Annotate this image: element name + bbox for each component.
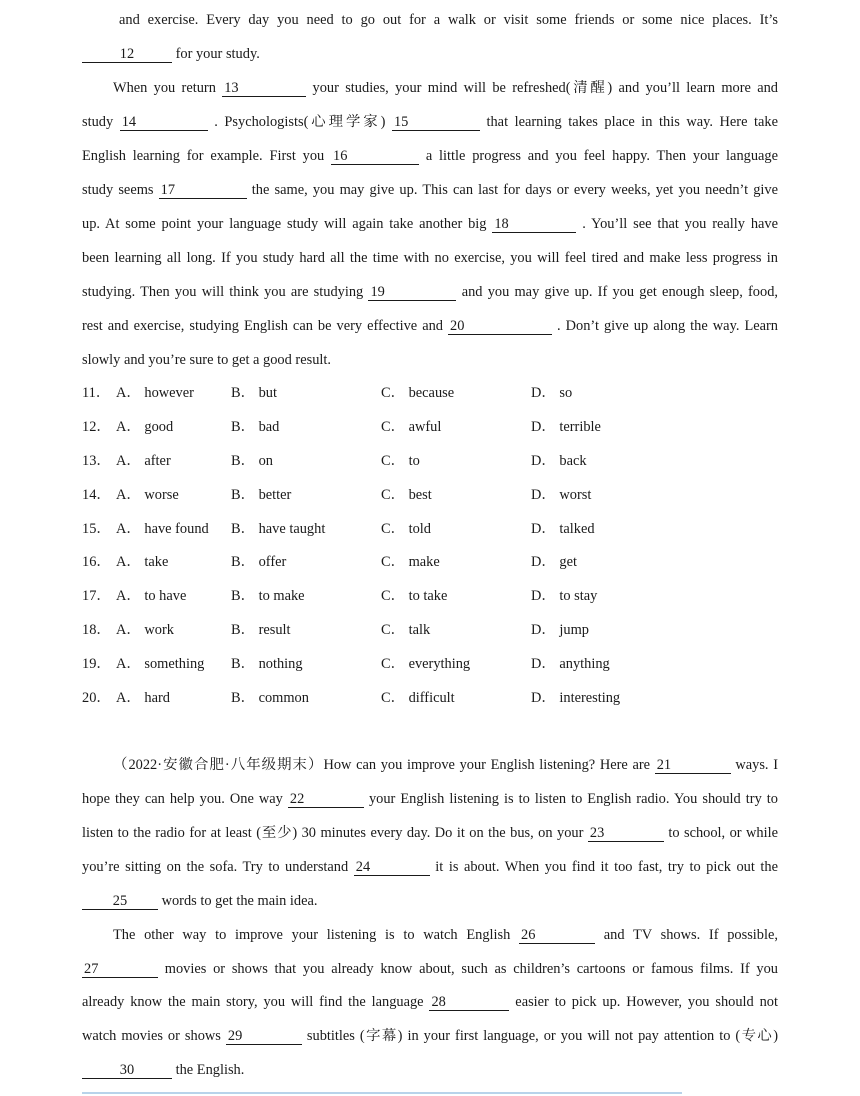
- option-a[interactable]: A． worse: [116, 487, 179, 503]
- passage1-line-5: English learning for example. First you 16 a little progress and you feel happy. Then your language: [82, 148, 778, 164]
- passage1-line-4: study 14 . Psychologists(心理学家) 15 that learning takes place in this way. Here take: [82, 114, 778, 130]
- passage1-line-11: slowly and you’re sure to get a good result.: [82, 352, 331, 368]
- option-d[interactable]: D． jump: [531, 622, 589, 638]
- blank-28[interactable]: 28: [429, 994, 509, 1011]
- option-b[interactable]: B． bad: [231, 419, 280, 435]
- passage1-line-3: When you return 13 your studies, your mind will be refreshed(清醒) and you’ll learn more and: [113, 80, 778, 96]
- question-number: 13．: [82, 453, 111, 469]
- passage2-line-10: 30 the English.: [82, 1060, 778, 1080]
- passage2-line-5: 25 words to get the main idea.: [82, 891, 778, 911]
- blank-24[interactable]: 24: [354, 859, 430, 876]
- option-c[interactable]: C． to: [381, 453, 420, 469]
- question-number: 16．: [82, 554, 111, 570]
- option-c[interactable]: C． awful: [381, 419, 442, 435]
- option-d[interactable]: D． anything: [531, 656, 610, 672]
- passage1-line-7: up. At some point your language study will again take another big 18 . You’ll see that you really have: [82, 216, 778, 232]
- option-d[interactable]: D． back: [531, 453, 587, 469]
- option-a[interactable]: A． however: [116, 385, 194, 401]
- passage1-line-8: been learning all long. If you study hard all the time with no exercise, you will feel tired and make less progress in: [82, 250, 778, 266]
- passage2-line-7: 27 movies or shows that you already know about, such as children’s cartoons or famous films. If you: [84, 961, 778, 977]
- option-d[interactable]: D． to stay: [531, 588, 598, 604]
- option-c[interactable]: C． difficult: [381, 690, 455, 706]
- blank-25[interactable]: 25: [82, 893, 158, 910]
- option-d[interactable]: D． interesting: [531, 690, 621, 706]
- page-bottom-divider: [82, 1092, 682, 1094]
- passage2-line-1: （2022·安徽合肥·八年级期末）How can you improve your English listening? Here are 21 ways. I: [113, 757, 778, 773]
- option-c[interactable]: C． everything: [381, 656, 471, 672]
- blank-23[interactable]: 23: [588, 825, 664, 842]
- blank-15[interactable]: 15: [392, 114, 480, 131]
- option-d[interactable]: D． terrible: [531, 419, 601, 435]
- question-number: 18．: [82, 622, 111, 638]
- option-b[interactable]: B． have taught: [231, 521, 326, 537]
- passage1-line-10: rest and exercise, studying English can be very effective and 20 . Don’t give up along the way. Learn: [82, 318, 778, 334]
- question-number: 14．: [82, 487, 111, 503]
- option-b[interactable]: B． common: [231, 690, 309, 706]
- blank-16[interactable]: 16: [331, 148, 419, 165]
- option-c[interactable]: C． told: [381, 521, 431, 537]
- option-b[interactable]: B． on: [231, 453, 273, 469]
- passage1-line-1: and exercise. Every day you need to go out for a walk or visit some friends or some nice places. It’s: [119, 12, 778, 28]
- question-number: 19．: [82, 656, 111, 672]
- passage2-line-3: listen to the radio for at least (至少) 30 minutes every day. Do it on the bus, on your 23 to school, or while: [82, 825, 779, 841]
- passage1-line-6: study seems 17 the same, you may give up. This can last for days or every weeks, yet you needn’t give: [82, 182, 778, 198]
- passage1-line-2: 12 for your study.: [82, 44, 778, 64]
- option-d[interactable]: D． worst: [531, 487, 592, 503]
- blank-27[interactable]: 27: [82, 961, 158, 978]
- blank-17[interactable]: 17: [159, 182, 247, 199]
- option-c[interactable]: C． best: [381, 487, 432, 503]
- option-a[interactable]: A． take: [116, 554, 169, 570]
- option-b[interactable]: B． result: [231, 622, 291, 638]
- question-number: 11．: [82, 385, 111, 401]
- question-number: 15．: [82, 521, 111, 537]
- option-d[interactable]: D． talked: [531, 521, 595, 537]
- option-b[interactable]: B． offer: [231, 554, 287, 570]
- blank-19[interactable]: 19: [368, 284, 456, 301]
- option-b[interactable]: B． to make: [231, 588, 305, 604]
- option-b[interactable]: B． better: [231, 487, 292, 503]
- question-number: 20．: [82, 690, 111, 706]
- option-c[interactable]: C． make: [381, 554, 440, 570]
- option-c[interactable]: C． talk: [381, 622, 431, 638]
- passage2-line-2: hope they can help you. One way 22 your English listening is to listen to English radio. You should try to: [82, 791, 778, 807]
- option-a[interactable]: A． hard: [116, 690, 170, 706]
- blank-14[interactable]: 14: [120, 114, 208, 131]
- option-d[interactable]: D． get: [531, 554, 577, 570]
- blank-18[interactable]: 18: [492, 216, 576, 233]
- blank-21[interactable]: 21: [655, 757, 731, 774]
- option-a[interactable]: A． after: [116, 453, 171, 469]
- option-c[interactable]: C． because: [381, 385, 455, 401]
- option-b[interactable]: B． nothing: [231, 656, 303, 672]
- passage2-line-6: The other way to improve your listening is to watch English 26 and TV shows. If possible,: [113, 927, 778, 943]
- blank-12[interactable]: 12: [82, 46, 172, 63]
- blank-13[interactable]: 13: [222, 80, 306, 97]
- option-a[interactable]: A． have found: [116, 521, 209, 537]
- option-d[interactable]: D． so: [531, 385, 573, 401]
- option-a[interactable]: A． good: [116, 419, 174, 435]
- question-number: 17．: [82, 588, 111, 604]
- option-a[interactable]: A． work: [116, 622, 174, 638]
- blank-30[interactable]: 30: [82, 1062, 172, 1079]
- passage2-line-4: you’re sitting on the sofa. Try to understand 24 it is about. When you find it too fast, try to pick out the: [82, 859, 778, 875]
- blank-22[interactable]: 22: [288, 791, 364, 808]
- blank-29[interactable]: 29: [226, 1028, 302, 1045]
- question-number: 12．: [82, 419, 111, 435]
- option-c[interactable]: C． to take: [381, 588, 448, 604]
- passage1-line-9: studying. Then you will think you are studying 19 and you may give up. If you get enough sleep, food,: [82, 284, 778, 300]
- option-b[interactable]: B． but: [231, 385, 277, 401]
- passage2-line-8: already know the main story, you will find the language 28 easier to pick up. However, you should not: [82, 994, 778, 1010]
- passage2-line-9: watch movies or shows 29 subtitles (字幕) in your first language, or you will not pay attention to (专心): [82, 1028, 778, 1044]
- option-a[interactable]: A． to have: [116, 588, 187, 604]
- blank-20[interactable]: 20: [448, 318, 552, 335]
- option-a[interactable]: A． something: [116, 656, 205, 672]
- blank-26[interactable]: 26: [519, 927, 595, 944]
